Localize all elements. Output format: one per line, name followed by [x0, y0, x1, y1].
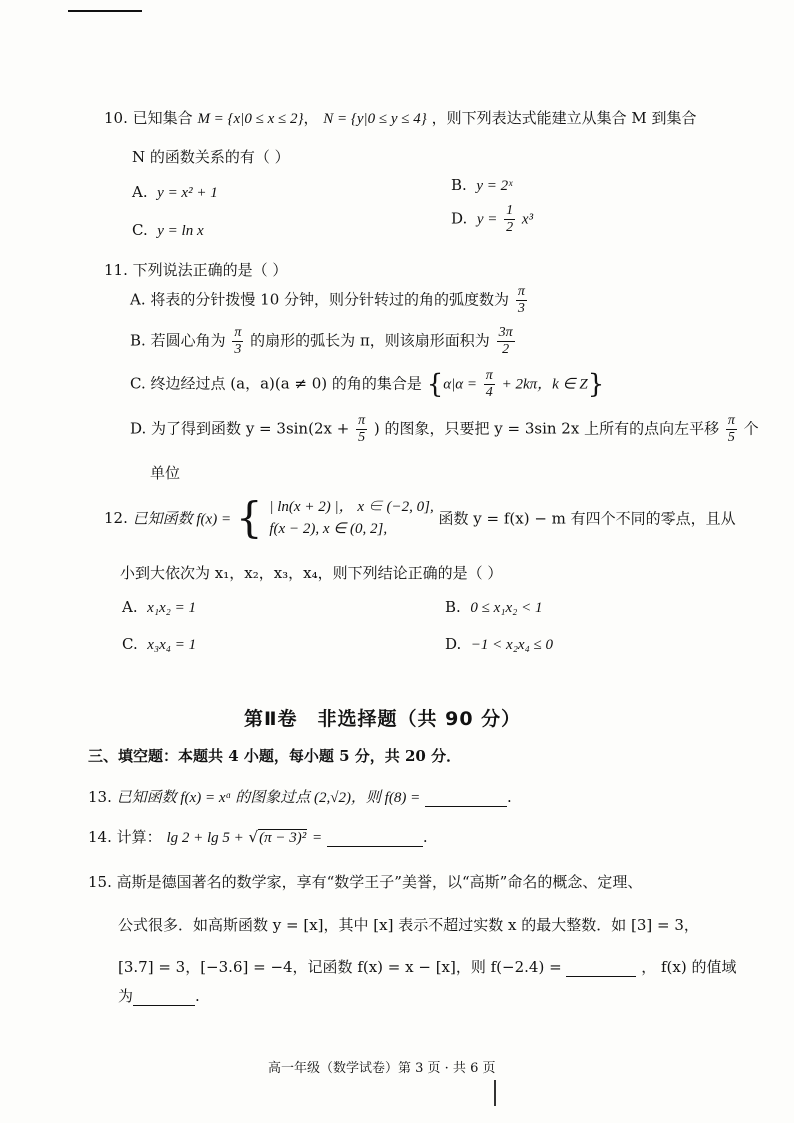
- q14-number: 14.: [88, 828, 112, 846]
- q15-line2: 公式很多．如高斯函数 y = [x]，其中 [x] 表示不超过实数 x 的最大整数．如 [3] = 3，: [118, 916, 699, 934]
- q10-b-label: B.: [451, 176, 467, 194]
- q10-set-n: N = {y|0 ≤ y ≤ 4}: [323, 111, 427, 127]
- q11-stem-text: 下列说法正确的是（ ）: [132, 261, 288, 279]
- q11-option-a: [130, 285, 529, 316]
- q12-stem-line2: 小到大依次为 x₁，x₂，x₃，x₄，则下列结论正确的是（ ）: [120, 564, 503, 582]
- q15-line4-text: 为: [118, 987, 134, 1005]
- q11-d-fraction1: $\frac{\pi}{5}$: [358, 413, 366, 445]
- q12-piece-1: | ln(x + 2) |， x ∈ (−2, 0],: [269, 499, 434, 515]
- q11-a-text: 将表的分针拨慢 10 分钟，则分针转过的角的弧度数为: [150, 290, 510, 309]
- q11-b-fraction1: $\frac{\pi}{3}$: [234, 325, 242, 357]
- q11-number: 11.: [104, 261, 128, 279]
- q15-number: 15.: [88, 873, 112, 891]
- q12-piece-2: f(x − 2), x ∈ (0, 2],: [269, 521, 388, 537]
- q15-line1: [88, 871, 642, 892]
- q11-c-set-post: + 2kπ，k ∈ Z: [501, 376, 588, 393]
- q10-b-expr: y = 2ˣ: [476, 178, 513, 194]
- q14-root: (π − 3)²: [259, 830, 307, 846]
- q14-text-a: 计算：: [116, 828, 162, 846]
- q10-option-c: [132, 221, 204, 240]
- q11-a-fraction: $\frac{\pi}{3}$: [517, 284, 525, 316]
- q12-stem-line1: 12. 已知函数 f(x) = { | ln(x + 2) |， x ∈ (−2, 0], f(x − 2), x ∈ (0, 2], 函数 y = f(x) − m 有四个不同的零点，且从: [104, 493, 736, 542]
- q15-answer-blank-1[interactable]: [566, 958, 636, 977]
- q14: 14. 计算： lg 2 + lg 5 + √(π − 3)² = .: [88, 828, 428, 846]
- q10-d-pre: y =: [476, 211, 498, 228]
- q11-option-d: [130, 414, 759, 445]
- q10-d-fraction: $\frac{1}{2}$: [506, 203, 514, 235]
- page-footer: 高一年级（数学试卷）第 3 页 · 共 6 页: [268, 1061, 496, 1076]
- q10-d-label: D.: [451, 209, 468, 228]
- q10-stem-a: 已知集合: [132, 109, 193, 127]
- q11-d-label: D.: [130, 419, 147, 438]
- q12-stem-a: 已知函数 f(x) =: [132, 511, 232, 528]
- q14-expr-a: lg 2 + lg 5 +: [166, 830, 244, 846]
- q12-b-expr: 0 ≤ x₁x₂ < 1: [470, 600, 543, 616]
- q11-d-text1: 为了得到函数 y = 3sin(2x +: [151, 419, 350, 438]
- q13-end: .: [507, 788, 512, 806]
- q10-c-expr: y = ln x: [157, 223, 204, 239]
- q13-answer-blank[interactable]: [425, 788, 507, 807]
- q15-line4: [118, 985, 200, 1006]
- q10-set-m: M = {x|0 ≤ x ≤ 2}: [197, 111, 304, 127]
- q12-option-b: [445, 598, 542, 617]
- q10-a-label: A.: [132, 183, 148, 201]
- q11-d-text2: ) 的图象，只要把 y = 3sin 2x 上所有的点向左平移: [373, 419, 720, 438]
- q11-d-text3: 个: [743, 419, 759, 438]
- q13-number: 13.: [88, 788, 112, 806]
- q12-stem-b: 函数 y = f(x) − m 有四个不同的零点，且从: [438, 509, 736, 528]
- q11-option-b: [130, 326, 517, 357]
- q12-piecewise: [269, 496, 433, 540]
- binding-mark: [494, 1080, 496, 1106]
- q10-c-label: C.: [132, 221, 148, 239]
- q12-number: 12.: [104, 509, 128, 527]
- q10-stem-line2: N 的函数关系的有（ ）: [132, 148, 290, 166]
- q11-option-c: C. 终边经过点 (a，a)(a ≠ 0) 的角的集合是 {α|α = $\frac{\pi}{4}$ + 2kπ，k ∈ Z}: [130, 368, 605, 400]
- q15-end: .: [195, 987, 200, 1005]
- q12-c-expr: x₃x₄ = 1: [147, 637, 197, 653]
- q11-option-d-cont: 单位: [150, 464, 181, 482]
- q12-c-label: C.: [122, 635, 138, 653]
- q11-c-set-pre: α|α =: [443, 376, 478, 393]
- q11-c-text1: 终边经过点 (a，a)(a ≠ 0) 的角的集合是: [150, 374, 422, 393]
- q12-option-d: [445, 635, 553, 654]
- q10-option-d: [451, 204, 533, 235]
- q12-option-a: [122, 598, 196, 617]
- q11-c-fraction: $\frac{\pi}{4}$: [485, 368, 493, 400]
- q10-option-b: [451, 176, 512, 195]
- q12-a-expr: x₁x₂ = 1: [147, 600, 197, 616]
- q10-number: 10.: [104, 109, 128, 127]
- q11-b-label: B.: [130, 331, 146, 350]
- q13: [88, 786, 512, 807]
- q10-d-post: x³: [521, 211, 534, 228]
- q12-d-label: D.: [445, 635, 462, 653]
- q10-stem-line1: 10. 已知集合 M = {x|0 ≤ x ≤ 2}， N = {y|0 ≤ y ≤ 4} ，则下列表达式能建立从集合 M 到集合: [104, 109, 697, 127]
- q10-a-expr: y = x² + 1: [157, 185, 218, 201]
- q11-stem: [104, 259, 287, 280]
- q12-b-label: B.: [445, 598, 461, 616]
- q14-expr-b: =: [312, 830, 323, 846]
- q11-c-label: C.: [130, 374, 146, 393]
- q12-option-c: [122, 635, 196, 654]
- q11-d-fraction2: $\frac{\pi}{5}$: [727, 413, 735, 445]
- section-title: 第Ⅱ卷 非选择题（共 90 分）: [244, 708, 522, 730]
- q11-b-fraction2: $\frac{3\pi}{2}$: [498, 325, 513, 357]
- part3-heading: 三、填空题：本题共 4 小题，每小题 5 分，共 20 分．: [88, 747, 462, 765]
- q14-end: .: [422, 828, 428, 846]
- q11-b-text2: 的扇形的弧长为 π，则该扇形面积为: [250, 331, 490, 350]
- q11-a-label: A.: [130, 290, 146, 309]
- q10-option-a: [132, 183, 218, 202]
- q15-line1-text: 高斯是德国著名的数学家，享有“数学王子”美誉，以“高斯”命名的概念、定理、: [116, 873, 643, 891]
- q15-line3-text: [3.7] = 3，[−3.6] = −4，记函数 f(x) = x − [x]，则 f(−2.4) =: [118, 958, 562, 976]
- q10-stem-b: ，则下列表达式能建立从集合 M 到集合: [431, 109, 697, 127]
- q14-answer-blank[interactable]: [327, 828, 423, 847]
- top-rule: [68, 10, 142, 12]
- q15-line3b-text: ， f(x) 的值域: [641, 958, 737, 976]
- q11-b-text1: 若圆心角为: [150, 331, 226, 350]
- q15-answer-blank-2[interactable]: [133, 987, 195, 1006]
- q12-d-expr: −1 < x₂x₄ ≤ 0: [470, 637, 554, 653]
- q13-text: 已知函数 f(x) = xᵅ 的图象过点 (2,√2)，则 f(8) =: [116, 790, 421, 806]
- q12-a-label: A.: [122, 598, 138, 616]
- q15-line3: [118, 956, 736, 977]
